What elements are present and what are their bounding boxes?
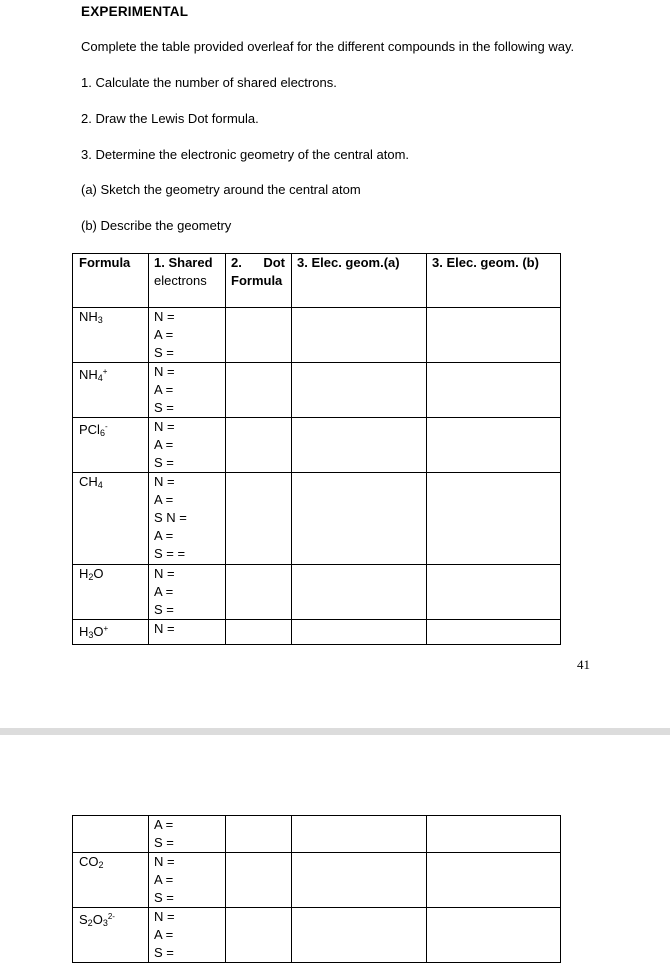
formula-pcl6-minus: PCl$_6$- xyxy=(73,418,149,473)
geom-b-cell[interactable] xyxy=(427,418,561,473)
dot-formula-cell[interactable] xyxy=(226,620,292,645)
shared-electrons-cell[interactable]: N = A = S = xyxy=(149,308,226,363)
geom-b-cell[interactable] xyxy=(427,473,561,565)
geom-b-cell[interactable] xyxy=(427,308,561,363)
shared-electrons-cell[interactable]: A = S = xyxy=(149,816,226,853)
geom-a-cell[interactable] xyxy=(292,853,427,908)
table-row xyxy=(73,620,561,645)
table-row xyxy=(73,853,561,908)
compound-table xyxy=(72,253,561,645)
geom-a-cell[interactable] xyxy=(292,418,427,473)
geom-a-cell[interactable] xyxy=(292,363,427,418)
dot-formula-cell[interactable] xyxy=(226,853,292,908)
dot-formula-cell[interactable] xyxy=(226,816,292,853)
header-shared-electrons: 1. Shared electrons xyxy=(149,254,226,308)
geom-b-cell[interactable] xyxy=(427,620,561,645)
table-header-row xyxy=(73,254,561,308)
formula-ch4: $CH_4$ xyxy=(73,473,149,565)
page-number: 41 xyxy=(577,657,590,672)
geom-b-cell[interactable] xyxy=(427,363,561,418)
formula-h3o-plus: $H_3O^+$ xyxy=(73,620,149,645)
geom-b-cell[interactable] xyxy=(427,565,561,620)
dot-formula-cell[interactable] xyxy=(226,565,292,620)
dot-formula-cell[interactable] xyxy=(226,418,292,473)
shared-electrons-cell[interactable]: N = A = S N = A = S = = xyxy=(149,473,226,565)
formula-nh4-plus: $NH_4^+$ xyxy=(73,363,149,418)
shared-electrons-cell[interactable]: N = xyxy=(149,620,226,645)
page-heading: EXPERIMENTAL xyxy=(81,4,189,19)
table-row xyxy=(73,565,561,620)
formula-nh3: $NH_3$ xyxy=(73,308,149,363)
header-formula: Formula xyxy=(73,254,149,308)
formula-cell-empty xyxy=(73,816,149,853)
step-2: 2. Draw the Lewis Dot formula. xyxy=(81,111,259,126)
shared-electrons-cell[interactable]: N = A = S = xyxy=(149,418,226,473)
table-row xyxy=(73,816,561,853)
table-row xyxy=(73,418,561,473)
table-row xyxy=(73,473,561,565)
header-dot-formula: 2. Dot Formula xyxy=(226,254,292,308)
dot-formula-cell[interactable] xyxy=(226,308,292,363)
geom-b-cell[interactable] xyxy=(427,853,561,908)
table-row xyxy=(73,308,561,363)
dot-formula-cell[interactable] xyxy=(226,908,292,963)
geom-b-cell[interactable] xyxy=(427,816,561,853)
shared-electrons-cell[interactable]: N = A = S = xyxy=(149,363,226,418)
header-elec-geom-a: 3. Elec. geom.(a) xyxy=(292,254,427,308)
geom-a-cell[interactable] xyxy=(292,816,427,853)
dot-formula-cell[interactable] xyxy=(226,363,292,418)
geom-a-cell[interactable] xyxy=(292,620,427,645)
formula-s2o3-2minus: $S_2O_3^{2-}$ xyxy=(73,908,149,963)
geom-a-cell[interactable] xyxy=(292,308,427,363)
formula-co2: $CO_2$ xyxy=(73,853,149,908)
formula-h2o: $H_2O$ xyxy=(73,565,149,620)
geom-a-cell[interactable] xyxy=(292,565,427,620)
intro-text: Complete the table provided overleaf for the different compounds in the following way. xyxy=(81,39,575,54)
dot-formula-cell[interactable] xyxy=(226,473,292,565)
geom-a-cell[interactable] xyxy=(292,473,427,565)
shared-electrons-cell[interactable]: N = A = S = xyxy=(149,908,226,963)
geom-a-cell[interactable] xyxy=(292,908,427,963)
shared-electrons-cell[interactable]: N = A = S = xyxy=(149,565,226,620)
header-elec-geom-b: 3. Elec. geom. (b) xyxy=(427,254,561,308)
step-1: 1. Calculate the number of shared electrons. xyxy=(81,75,337,90)
page-separator xyxy=(0,728,670,735)
worksheet-page-42 xyxy=(0,735,670,965)
shared-electrons-cell[interactable]: N = A = S = xyxy=(149,853,226,908)
step-3a: (a) Sketch the geometry around the central atom xyxy=(81,182,361,197)
table-row xyxy=(73,908,561,963)
step-3: 3. Determine the electronic geometry of the central atom. xyxy=(81,147,410,162)
step-3b: (b) Describe the geometry xyxy=(81,218,232,233)
compound-table-continued xyxy=(72,815,561,963)
table-row xyxy=(73,363,561,418)
geom-b-cell[interactable] xyxy=(427,908,561,963)
